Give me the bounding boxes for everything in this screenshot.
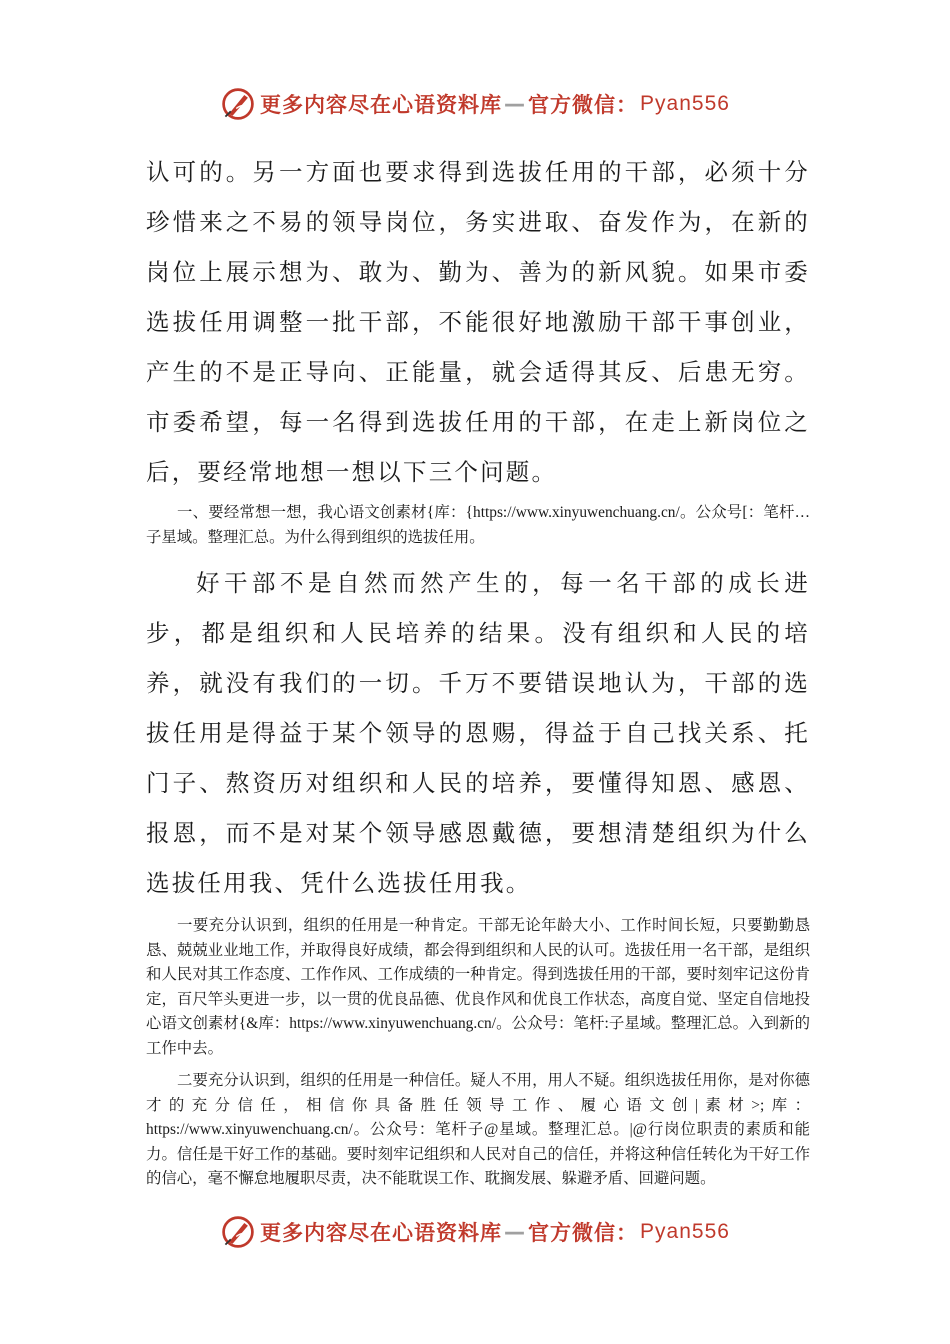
document-body: [146, 147, 810, 1192]
paragraph-4: 二要充分认识到，组织的任用是一种信任。疑人不用，用人不疑。组织选拔任用你，是对你德才的充分信任，相信你具备胜任领导工作、履心语文创|素材>;库：https://www.xinyuwenchuang.cn/。公众号：笔杆子@星域。整理汇总。|@行岗位职责的素质和能力。信任是干好工作的基础。要时刻牢记组织和人民对自己的信任，并将这种信任转化为干好工作的信心，毫不懈怠地履职尽责，决不能耽误工作、耽搁发展、躲避矛盾、回避问题。: [146, 1072, 810, 1187]
quill-pen-logo-icon: [220, 86, 256, 122]
paragraph-3: 一要充分认识到，组织的任用是一种肯定。干部无论年龄大小、工作时间长短，只要勤勤恳恳、兢兢业业地工作，并取得良好成绩，都会得到组织和人民的认可。选拔任用一名干部，是组织和人民对其工作态度、工作作风、工作成绩的一种肯定。得到选拔任用的干部，要时刻牢记这份肯定，百尺竿头更进一步，以一贯的优良品德、优良作风和优良工作状态，高度自觉、坚定自信地投心语文创素材{&库：https://www.xinyuwenchuang.cn/。公众号：笔杆:子星域。整理汇总。入到新的工作中去。: [146, 917, 810, 1057]
paragraph-1: 认可的。另一方面也要求得到选拔任用的干部，必须十分珍惜来之不易的领导岗位，务实进取、奋发作为，在新的岗位上展示想为、敢为、勤为、善为的新风貌。如果市委选拔任用调整一批干部，不能很好地激励干部干事创业，产生的不是正导向、正能量，就会适得其反、后患无穷。市委希望，每一名得到选拔任用的干部，在走上新岗位之后，要经常地想一想以下三个问题。: [146, 158, 810, 486]
banner-separator: —: [504, 1220, 527, 1244]
banner-separator: —: [504, 92, 527, 116]
quill-pen-logo-icon: [220, 1214, 256, 1250]
banner-wechat-id: Pyan556: [640, 1220, 730, 1243]
header-banner: [0, 84, 950, 124]
paragraph-2: 好干部不是自然而然产生的，每一名干部的成长进步，都是组织和人民培养的结果。没有组织和人民的培养，就没有我们的一切。千万不要错误地认为，干部的选拔任用是得益于某个领导的恩赐，得益于自己找关系、托门子、熬资历对组织和人民的培养，要懂得知恩、感恩、报恩，而不是对某个领导感恩戴德，要想清楚组织为什么选拔任用我、凭什么选拔任用我。: [146, 569, 810, 897]
banner-text: 更多内容尽在心语资料库: [260, 1221, 503, 1245]
banner-label: 官方微信：: [528, 1221, 639, 1245]
banner-label: 官方微信：: [528, 93, 639, 117]
section-heading-1: 一、要经常想一想，我心语文创素材{库：{https://www.xinyuwenchuang.cn/。公众号[：笔杆…子星域。整理汇总。为什么得到组织的选拔任用。: [146, 504, 810, 546]
banner-text: 更多内容尽在心语资料库: [260, 93, 503, 117]
footer-banner: [0, 1212, 950, 1252]
banner-wechat-id: Pyan556: [640, 92, 730, 115]
